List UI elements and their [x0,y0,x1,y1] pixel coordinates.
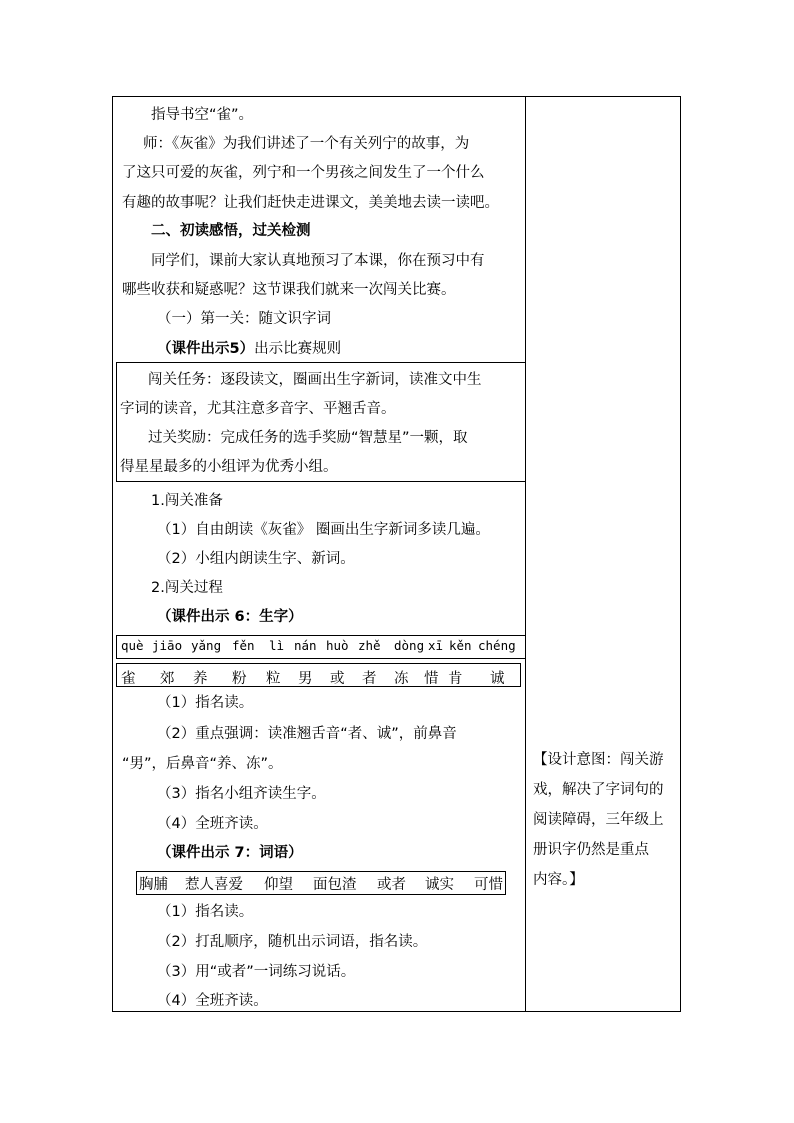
text-line: （2）小组内朗读生字、新词。 [157,551,355,567]
pinyin-token: yǎng [191,638,222,653]
text-line: 有趣的故事呢？让我们赶快走进课文，美美地去读一读吧。 [122,195,499,211]
character-token: 或 [330,671,345,687]
courseware-line [157,340,341,358]
character-token: 男 [298,671,313,687]
pinyin-token: huò [326,638,349,653]
text-line: 2.闯关过程 [151,580,223,596]
pinyin-token: què [121,638,144,653]
character-token: 郊 [160,671,175,687]
text-line: （4）全班齐读。 [157,816,268,832]
character-token: 雀 [121,671,136,687]
courseware-label: （课件出示 7：词语） [157,845,303,861]
character-token: 粒 [266,671,281,687]
text-line: （2）打乱顺序，随机出示词语，指名读。 [157,934,428,950]
word-token: 面包渣 [313,877,357,893]
word-token: 或者 [377,877,406,893]
design-note-line: 内容。】 [533,872,584,888]
text-line: 哪些收获和疑惑呢？这节课我们就来一次闯关比赛。 [122,282,456,298]
design-note-line: 【设计意图：闯关游 [533,752,664,768]
rule-line: 得星星最多的小组评为优秀小组。 [120,459,338,475]
column-divider [525,97,526,1011]
pinyin-token: xī [428,638,444,653]
text-line: （4）全班齐读。 [157,993,268,1009]
rule-line: 闯关任务：逐段读文，圈画出生字新词，读准文中生 [148,372,482,388]
text-line: （1）指名读。 [157,904,254,920]
text-line: （3）指名小组齐读生字。 [157,786,326,802]
courseware-label: （课件出示 6：生字） [157,609,303,625]
word-token: 胸脯 [139,877,168,893]
pinyin-token: kěn [449,638,472,653]
section-heading: 二、初读感悟，过关检测 [151,223,311,239]
courseware-text: 出示比赛规则 [254,341,342,357]
character-token: 者 [362,671,377,687]
text-line: 指导书空“雀”。 [151,107,254,123]
design-note-line: 阅读障碍，三年级上 [533,812,664,828]
character-token: 诚 [490,671,505,687]
pinyin-token: jiāo [152,638,183,653]
word-token: 惹人喜爱 [185,877,243,893]
character-token: 惜 [424,671,439,687]
pinyin-token: lì [269,638,285,653]
pinyin-token: dòng [394,638,425,653]
design-note-line: 册识字仍然是重点 [533,842,649,858]
design-note-line: 戏，解决了字词句的 [533,782,664,798]
pinyin-token: nán [294,638,317,653]
rules-box [116,362,526,482]
text-line: （2）重点强调：读准翘舌音“者、诚”，前鼻音 [157,726,457,742]
text-line: “男”，后鼻音“养、冻”。 [122,756,283,772]
character-token: 粉 [232,671,247,687]
pinyin-token: fěn [232,638,255,653]
courseware-label: （课件出示5） [157,341,255,357]
text-line: （一）第一关：随文识字词 [157,311,331,327]
text-line: （1）自由朗读《灰雀》 圈画出生字新词多读几遍。 [157,522,490,538]
rule-line: 字词的读音，尤其注意多音字、平翘舌音。 [120,401,396,417]
text-line: （1）指名读。 [157,695,254,711]
rule-line: 过关奖励：完成任务的选手奖励“智慧星”一颗，取 [148,430,468,446]
pinyin-token: zhě [358,638,381,653]
text-line: 同学们，课前大家认真地预习了本课，你在预习中有 [151,253,485,269]
text-line: 了这只可爱的灰雀，列宁和一个男孩之间发生了一个什么 [122,165,485,181]
pinyin-token: chéng [478,638,516,653]
text-line: 1.闯关准备 [151,493,223,509]
character-token: 冻 [394,671,409,687]
character-token: 肯 [448,671,463,687]
word-token: 可惜 [474,877,503,893]
character-token: 养 [193,671,208,687]
text-line: 师：《灰雀》为我们讲述了一个有关列宁的故事，为 [143,136,470,152]
word-token: 诚实 [425,877,454,893]
text-line: （3）用“或者”一词练习说话。 [157,964,356,980]
word-token: 仰望 [264,877,293,893]
